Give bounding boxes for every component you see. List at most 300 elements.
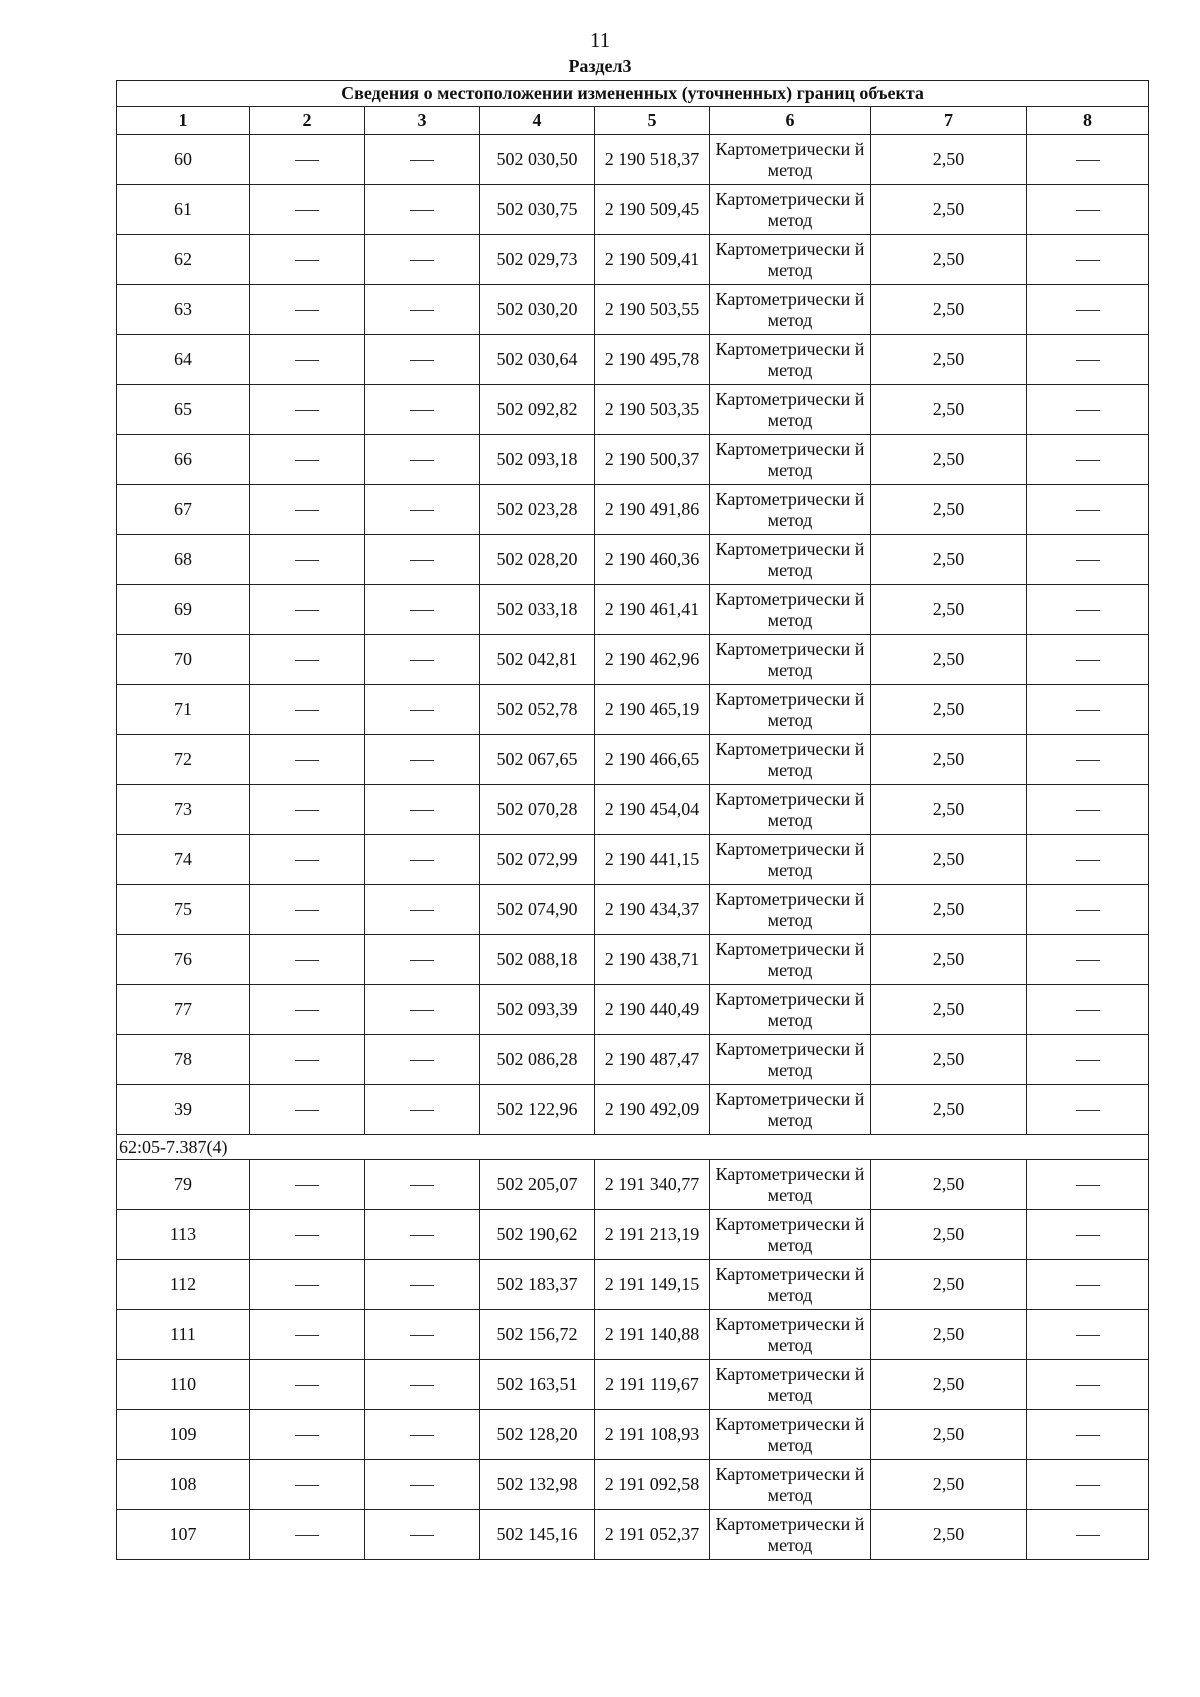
y-coordinate-cell: 2 190 466,65 — [595, 735, 710, 785]
em-dash — [1076, 660, 1100, 661]
y-coordinate-cell: 2 190 492,09 — [595, 1085, 710, 1135]
y-coordinate-cell: 2 191 092,58 — [595, 1460, 710, 1510]
y-coordinate-cell: 2 190 461,41 — [595, 585, 710, 635]
dash-cell — [1027, 1410, 1149, 1460]
dash-cell — [365, 885, 480, 935]
dash-cell — [365, 185, 480, 235]
em-dash — [1076, 460, 1100, 461]
table-row — [117, 1410, 1149, 1460]
em-dash — [1076, 360, 1100, 361]
x-coordinate-cell: 502 033,18 — [480, 585, 595, 635]
dash-cell — [365, 785, 480, 835]
x-coordinate-cell: 502 088,18 — [480, 935, 595, 985]
x-coordinate-cell: 502 132,98 — [480, 1460, 595, 1510]
em-dash — [1076, 1285, 1100, 1286]
point-number-cell: 111 — [117, 1310, 250, 1360]
accuracy-cell: 2,50 — [871, 185, 1027, 235]
coordinates-table — [116, 80, 1149, 1560]
dash-cell — [365, 485, 480, 535]
em-dash — [410, 210, 434, 211]
method-cell: Картометрически й метод — [710, 1160, 871, 1210]
em-dash — [1076, 260, 1100, 261]
dash-cell — [365, 935, 480, 985]
accuracy-cell: 2,50 — [871, 435, 1027, 485]
y-coordinate-cell: 2 190 495,78 — [595, 335, 710, 385]
dash-cell — [1027, 1160, 1149, 1210]
method-cell: Картометрически й метод — [710, 485, 871, 535]
em-dash — [1076, 760, 1100, 761]
table-row — [117, 735, 1149, 785]
table-body — [117, 135, 1149, 1560]
table-row — [117, 135, 1149, 185]
em-dash — [295, 360, 319, 361]
accuracy-cell: 2,50 — [871, 385, 1027, 435]
em-dash — [295, 910, 319, 911]
em-dash — [295, 460, 319, 461]
em-dash — [1076, 1110, 1100, 1111]
dash-cell — [365, 1510, 480, 1560]
dash-cell — [365, 1035, 480, 1085]
table-row — [117, 535, 1149, 585]
point-number-cell: 69 — [117, 585, 250, 635]
dash-cell — [1027, 535, 1149, 585]
column-header: 8 — [1027, 107, 1149, 135]
group-row — [117, 1135, 1149, 1160]
method-cell: Картометрически й метод — [710, 435, 871, 485]
dash-cell — [250, 1160, 365, 1210]
em-dash — [295, 1185, 319, 1186]
em-dash — [1076, 1235, 1100, 1236]
em-dash — [295, 810, 319, 811]
y-coordinate-cell: 2 191 213,19 — [595, 1210, 710, 1260]
em-dash — [1076, 210, 1100, 211]
y-coordinate-cell: 2 190 509,45 — [595, 185, 710, 235]
x-coordinate-cell: 502 205,07 — [480, 1160, 595, 1210]
dash-cell — [250, 1510, 365, 1560]
x-coordinate-cell: 502 028,20 — [480, 535, 595, 585]
method-cell: Картометрически й метод — [710, 135, 871, 185]
dash-cell — [365, 1260, 480, 1310]
dash-cell — [1027, 1260, 1149, 1310]
dash-cell — [365, 1360, 480, 1410]
table-row — [117, 435, 1149, 485]
dash-cell — [365, 135, 480, 185]
method-cell: Картометрически й метод — [710, 635, 871, 685]
dash-cell — [1027, 185, 1149, 235]
dash-cell — [250, 135, 365, 185]
em-dash — [1076, 810, 1100, 811]
table-row — [117, 585, 1149, 635]
dash-cell — [365, 535, 480, 585]
dash-cell — [250, 385, 365, 435]
em-dash — [410, 910, 434, 911]
method-cell: Картометрически й метод — [710, 735, 871, 785]
dash-cell — [365, 435, 480, 485]
dash-cell — [365, 1460, 480, 1510]
em-dash — [295, 260, 319, 261]
em-dash — [410, 860, 434, 861]
point-number-cell: 79 — [117, 1160, 250, 1210]
method-cell: Картометрически й метод — [710, 1360, 871, 1410]
accuracy-cell: 2,50 — [871, 135, 1027, 185]
dash-cell — [250, 1260, 365, 1310]
accuracy-cell: 2,50 — [871, 285, 1027, 335]
method-cell: Картометрически й метод — [710, 785, 871, 835]
method-cell: Картометрически й метод — [710, 235, 871, 285]
em-dash — [410, 460, 434, 461]
accuracy-cell: 2,50 — [871, 985, 1027, 1035]
point-number-cell: 65 — [117, 385, 250, 435]
x-coordinate-cell: 502 074,90 — [480, 885, 595, 935]
em-dash — [410, 810, 434, 811]
dash-cell — [365, 585, 480, 635]
dash-cell — [1027, 1085, 1149, 1135]
em-dash — [1076, 310, 1100, 311]
em-dash — [295, 1110, 319, 1111]
em-dash — [1076, 1060, 1100, 1061]
x-coordinate-cell: 502 092,82 — [480, 385, 595, 435]
em-dash — [295, 610, 319, 611]
em-dash — [410, 360, 434, 361]
x-coordinate-cell: 502 070,28 — [480, 785, 595, 835]
dash-cell — [250, 485, 365, 535]
em-dash — [295, 1535, 319, 1536]
em-dash — [410, 1285, 434, 1286]
x-coordinate-cell: 502 067,65 — [480, 735, 595, 785]
dash-cell — [365, 1410, 480, 1460]
accuracy-cell: 2,50 — [871, 785, 1027, 835]
dash-cell — [250, 885, 365, 935]
em-dash — [295, 660, 319, 661]
em-dash — [295, 210, 319, 211]
method-cell: Картометрически й метод — [710, 935, 871, 985]
dash-cell — [1027, 285, 1149, 335]
column-header: 4 — [480, 107, 595, 135]
table-row — [117, 985, 1149, 1035]
em-dash — [410, 1185, 434, 1186]
x-coordinate-cell: 502 122,96 — [480, 1085, 595, 1135]
dash-cell — [250, 285, 365, 335]
y-coordinate-cell: 2 191 052,37 — [595, 1510, 710, 1560]
method-cell: Картометрически й метод — [710, 1210, 871, 1260]
point-number-cell: 72 — [117, 735, 250, 785]
accuracy-cell: 2,50 — [871, 485, 1027, 535]
column-header: 7 — [871, 107, 1027, 135]
x-coordinate-cell: 502 030,20 — [480, 285, 595, 335]
accuracy-cell: 2,50 — [871, 335, 1027, 385]
dash-cell — [250, 335, 365, 385]
em-dash — [295, 1385, 319, 1386]
em-dash — [410, 560, 434, 561]
method-cell: Картометрически й метод — [710, 585, 871, 635]
em-dash — [410, 710, 434, 711]
dash-cell — [365, 1210, 480, 1260]
y-coordinate-cell: 2 191 149,15 — [595, 1260, 710, 1310]
point-number-cell: 109 — [117, 1410, 250, 1460]
em-dash — [1076, 1535, 1100, 1536]
table-row — [117, 1360, 1149, 1410]
dash-cell — [365, 1310, 480, 1360]
x-coordinate-cell: 502 030,50 — [480, 135, 595, 185]
dash-cell — [365, 635, 480, 685]
em-dash — [410, 260, 434, 261]
em-dash — [295, 510, 319, 511]
y-coordinate-cell: 2 191 340,77 — [595, 1160, 710, 1210]
em-dash — [410, 1010, 434, 1011]
em-dash — [410, 1110, 434, 1111]
dash-cell — [250, 1460, 365, 1510]
em-dash — [410, 960, 434, 961]
x-coordinate-cell: 502 042,81 — [480, 635, 595, 685]
dash-cell — [250, 785, 365, 835]
table-row — [117, 1310, 1149, 1360]
method-cell: Картометрически й метод — [710, 185, 871, 235]
em-dash — [410, 1535, 434, 1536]
em-dash — [410, 410, 434, 411]
y-coordinate-cell: 2 190 487,47 — [595, 1035, 710, 1085]
dash-cell — [1027, 1210, 1149, 1260]
x-coordinate-cell: 502 086,28 — [480, 1035, 595, 1085]
dash-cell — [1027, 1460, 1149, 1510]
point-number-cell: 66 — [117, 435, 250, 485]
dash-cell — [1027, 235, 1149, 285]
em-dash — [410, 660, 434, 661]
accuracy-cell: 2,50 — [871, 235, 1027, 285]
x-coordinate-cell: 502 029,73 — [480, 235, 595, 285]
y-coordinate-cell: 2 190 491,86 — [595, 485, 710, 535]
y-coordinate-cell: 2 190 460,36 — [595, 535, 710, 585]
em-dash — [1076, 1335, 1100, 1336]
x-coordinate-cell: 502 163,51 — [480, 1360, 595, 1410]
point-number-cell: 110 — [117, 1360, 250, 1410]
dash-cell — [250, 635, 365, 685]
y-coordinate-cell: 2 191 119,67 — [595, 1360, 710, 1410]
dash-cell — [250, 185, 365, 235]
dash-cell — [1027, 335, 1149, 385]
method-cell: Картометрически й метод — [710, 1035, 871, 1085]
dash-cell — [365, 1160, 480, 1210]
em-dash — [1076, 610, 1100, 611]
table-row — [117, 835, 1149, 885]
x-coordinate-cell: 502 145,16 — [480, 1510, 595, 1560]
table-row — [117, 1210, 1149, 1260]
method-cell: Картометрически й метод — [710, 1310, 871, 1360]
accuracy-cell: 2,50 — [871, 1035, 1027, 1085]
dash-cell — [365, 385, 480, 435]
method-cell: Картометрически й метод — [710, 835, 871, 885]
dash-cell — [1027, 635, 1149, 685]
method-cell: Картометрически й метод — [710, 385, 871, 435]
dash-cell — [1027, 935, 1149, 985]
x-coordinate-cell: 502 030,64 — [480, 335, 595, 385]
dash-cell — [1027, 735, 1149, 785]
y-coordinate-cell: 2 190 441,15 — [595, 835, 710, 885]
y-coordinate-cell: 2 190 503,55 — [595, 285, 710, 335]
table-row — [117, 385, 1149, 435]
dash-cell — [1027, 685, 1149, 735]
dash-cell — [250, 435, 365, 485]
dash-cell — [1027, 485, 1149, 535]
em-dash — [295, 960, 319, 961]
section-title: Раздел3 — [568, 56, 632, 76]
point-number-cell: 113 — [117, 1210, 250, 1260]
em-dash — [410, 1060, 434, 1061]
accuracy-cell: 2,50 — [871, 1460, 1027, 1510]
column-header: 6 — [710, 107, 871, 135]
em-dash — [1076, 410, 1100, 411]
dash-cell — [250, 585, 365, 635]
point-number-cell: 73 — [117, 785, 250, 835]
em-dash — [410, 1335, 434, 1336]
em-dash — [410, 760, 434, 761]
em-dash — [1076, 910, 1100, 911]
table-row — [117, 935, 1149, 985]
y-coordinate-cell: 2 190 438,71 — [595, 935, 710, 985]
method-cell: Картометрически й метод — [710, 1460, 871, 1510]
dash-cell — [365, 335, 480, 385]
dash-cell — [1027, 785, 1149, 835]
dash-cell — [1027, 585, 1149, 635]
point-number-cell: 62 — [117, 235, 250, 285]
method-cell: Картометрически й метод — [710, 1260, 871, 1310]
dash-cell — [250, 935, 365, 985]
em-dash — [295, 160, 319, 161]
accuracy-cell: 2,50 — [871, 1310, 1027, 1360]
point-number-cell: 64 — [117, 335, 250, 385]
method-cell: Картометрически й метод — [710, 335, 871, 385]
accuracy-cell: 2,50 — [871, 1210, 1027, 1260]
table-row — [117, 885, 1149, 935]
point-number-cell: 74 — [117, 835, 250, 885]
dash-cell — [365, 735, 480, 785]
em-dash — [1076, 160, 1100, 161]
table-row — [117, 285, 1149, 335]
dash-cell — [1027, 1310, 1149, 1360]
accuracy-cell: 2,50 — [871, 585, 1027, 635]
table-row — [117, 1260, 1149, 1310]
table-row — [117, 1085, 1149, 1135]
x-coordinate-cell: 502 183,37 — [480, 1260, 595, 1310]
em-dash — [295, 310, 319, 311]
em-dash — [295, 1435, 319, 1436]
table-row — [117, 685, 1149, 735]
em-dash — [410, 1235, 434, 1236]
em-dash — [410, 310, 434, 311]
y-coordinate-cell: 2 190 500,37 — [595, 435, 710, 485]
em-dash — [1076, 1485, 1100, 1486]
dash-cell — [1027, 885, 1149, 935]
x-coordinate-cell: 502 023,28 — [480, 485, 595, 535]
point-number-cell: 39 — [117, 1085, 250, 1135]
em-dash — [1076, 1385, 1100, 1386]
dash-cell — [250, 835, 365, 885]
table-row — [117, 185, 1149, 235]
point-number-cell: 61 — [117, 185, 250, 235]
point-number-cell: 78 — [117, 1035, 250, 1085]
em-dash — [295, 710, 319, 711]
accuracy-cell: 2,50 — [871, 735, 1027, 785]
em-dash — [410, 510, 434, 511]
y-coordinate-cell: 2 191 140,88 — [595, 1310, 710, 1360]
table-row — [117, 1460, 1149, 1510]
accuracy-cell: 2,50 — [871, 685, 1027, 735]
y-coordinate-cell: 2 190 509,41 — [595, 235, 710, 285]
dash-cell — [365, 985, 480, 1035]
em-dash — [1076, 1185, 1100, 1186]
dash-cell — [1027, 1360, 1149, 1410]
dash-cell — [1027, 435, 1149, 485]
dash-cell — [1027, 835, 1149, 885]
method-cell: Картометрически й метод — [710, 685, 871, 735]
accuracy-cell: 2,50 — [871, 1360, 1027, 1410]
y-coordinate-cell: 2 190 503,35 — [595, 385, 710, 435]
point-number-cell: 76 — [117, 935, 250, 985]
point-number-cell: 71 — [117, 685, 250, 735]
em-dash — [410, 1485, 434, 1486]
y-coordinate-cell: 2 190 465,19 — [595, 685, 710, 735]
method-cell: Картометрически й метод — [710, 885, 871, 935]
dash-cell — [365, 1085, 480, 1135]
dash-cell — [250, 1360, 365, 1410]
method-cell: Картометрически й метод — [710, 1085, 871, 1135]
em-dash — [1076, 1435, 1100, 1436]
table-row — [117, 785, 1149, 835]
dash-cell — [1027, 1510, 1149, 1560]
point-number-cell: 68 — [117, 535, 250, 585]
method-cell: Картометрически й метод — [710, 535, 871, 585]
accuracy-cell: 2,50 — [871, 1085, 1027, 1135]
point-number-cell: 75 — [117, 885, 250, 935]
table-row — [117, 1510, 1149, 1560]
x-coordinate-cell: 502 030,75 — [480, 185, 595, 235]
em-dash — [1076, 560, 1100, 561]
table-row — [117, 485, 1149, 535]
y-coordinate-cell: 2 190 440,49 — [595, 985, 710, 1035]
em-dash — [410, 610, 434, 611]
x-coordinate-cell: 502 052,78 — [480, 685, 595, 735]
table-row — [117, 1035, 1149, 1085]
column-header: 1 — [117, 107, 250, 135]
em-dash — [410, 1435, 434, 1436]
point-number-cell: 112 — [117, 1260, 250, 1310]
em-dash — [295, 1010, 319, 1011]
accuracy-cell: 2,50 — [871, 935, 1027, 985]
y-coordinate-cell: 2 190 434,37 — [595, 885, 710, 935]
y-coordinate-cell: 2 190 518,37 — [595, 135, 710, 185]
em-dash — [295, 1285, 319, 1286]
accuracy-cell: 2,50 — [871, 535, 1027, 585]
dash-cell — [1027, 385, 1149, 435]
accuracy-cell: 2,50 — [871, 885, 1027, 935]
em-dash — [1076, 510, 1100, 511]
x-coordinate-cell: 502 190,62 — [480, 1210, 595, 1260]
dash-cell — [250, 685, 365, 735]
table-row — [117, 235, 1149, 285]
dash-cell — [250, 1210, 365, 1260]
page-number: 11 — [589, 28, 611, 52]
y-coordinate-cell: 2 190 454,04 — [595, 785, 710, 835]
em-dash — [410, 1385, 434, 1386]
em-dash — [295, 1335, 319, 1336]
dash-cell — [250, 1035, 365, 1085]
point-number-cell: 63 — [117, 285, 250, 335]
y-coordinate-cell: 2 191 108,93 — [595, 1410, 710, 1460]
method-cell: Картометрически й метод — [710, 1410, 871, 1460]
em-dash — [410, 160, 434, 161]
method-cell: Картометрически й метод — [710, 1510, 871, 1560]
dash-cell — [250, 535, 365, 585]
accuracy-cell: 2,50 — [871, 1510, 1027, 1560]
